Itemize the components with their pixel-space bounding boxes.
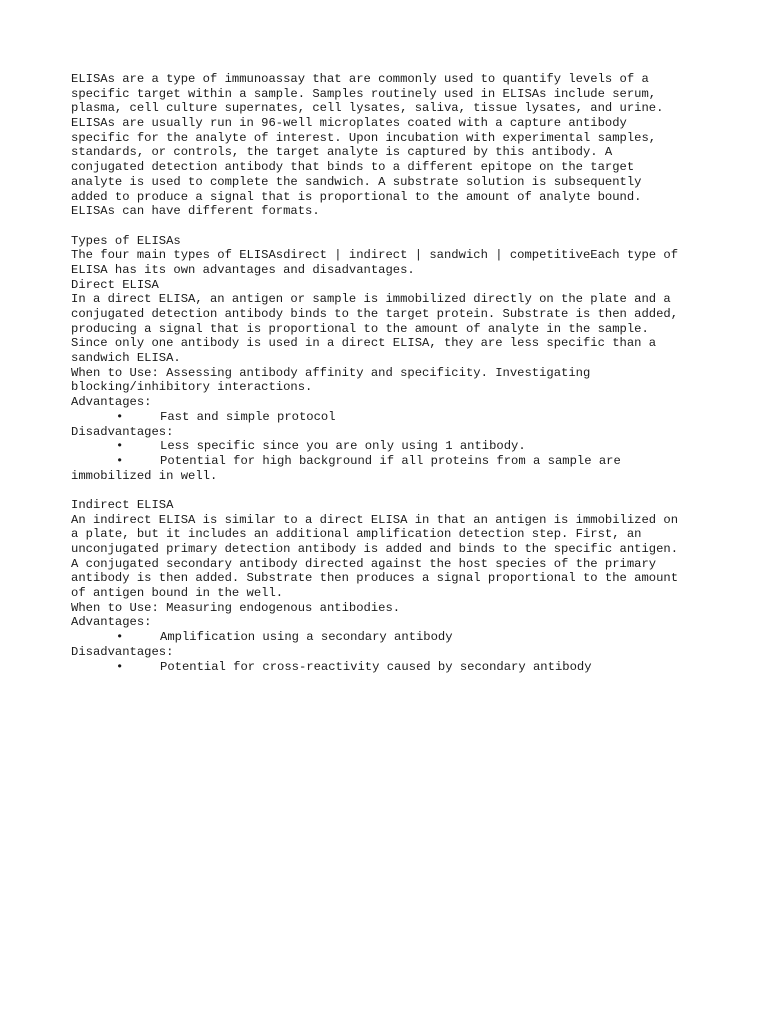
direct-line: sandwich ELISA. xyxy=(71,351,181,366)
intro-line: conjugated detection antibody that binds to a different epitope on the target xyxy=(71,160,635,175)
direct-when-to-use: blocking/inhibitory interactions. xyxy=(71,380,313,395)
intro-line: added to produce a signal that is proportional to the amount of analyte bound. xyxy=(71,189,642,204)
indirect-line: An indirect ELISA is similar to a direct ELISA in that an antigen is immobilized on xyxy=(71,512,679,527)
direct-disadvantages-label: Disadvantages: xyxy=(71,424,174,439)
intro-line: standards, or controls, the target analyte is captured by this antibody. A xyxy=(71,145,613,160)
list-item xyxy=(71,439,711,454)
indirect-disadvantages-label: Disadvantages: xyxy=(71,644,174,659)
indirect-advantages-label: Advantages: xyxy=(71,615,152,630)
intro-line: ELISAs can have different formats. xyxy=(71,204,320,219)
list-item-text: Less specific since you are only using 1 antibody. xyxy=(160,439,526,454)
types-heading: Types of ELISAs xyxy=(71,233,181,248)
list-item xyxy=(71,660,711,675)
indirect-heading: Indirect ELISA xyxy=(71,497,174,512)
direct-line: Since only one antibody is used in a direct ELISA, they are less specific than a xyxy=(71,336,657,351)
types-line: ELISA has its own advantages and disadvantages. xyxy=(71,262,415,277)
direct-line: producing a signal that is proportional to the amount of analyte in the sample. xyxy=(71,321,649,336)
intro-paragraph xyxy=(71,72,711,219)
intro-line: ELISAs are a type of immunoassay that are commonly used to quantify levels of a xyxy=(71,72,649,86)
spacer xyxy=(71,219,711,234)
spacer xyxy=(71,483,711,498)
bullet-icon: • xyxy=(116,409,124,424)
direct-line: In a direct ELISA, an antigen or sample is immobilized directly on the plate and a xyxy=(71,292,671,307)
bullet-icon: • xyxy=(116,453,124,468)
intro-line: ELISAs are usually run in 96-well microplates coated with a capture antibody xyxy=(71,116,627,131)
indirect-line: a plate, but it includes an additional amplification detection step. First, an xyxy=(71,527,642,542)
intro-line: analyte is used to complete the sandwich. A substrate solution is subsequently xyxy=(71,174,642,189)
intro-line: plasma, cell culture supernates, cell lysates, saliva, tissue lysates, and urine. xyxy=(71,101,664,116)
list-item xyxy=(71,454,711,469)
direct-heading: Direct ELISA xyxy=(71,277,159,292)
list-item-text: Potential for cross-reactivity caused by secondary antibody xyxy=(160,659,592,674)
types-line: The four main types of ELISAsdirect | indirect | sandwich | competitiveEach type of xyxy=(71,248,679,263)
document-body xyxy=(71,72,711,674)
indirect-line: of antigen bound in the well. xyxy=(71,586,284,601)
list-item xyxy=(71,410,711,425)
indirect-line: antibody is then added. Substrate then produces a signal proportional to the amount xyxy=(71,571,679,586)
list-item xyxy=(71,630,711,645)
indirect-line: unconjugated primary detection antibody is added and binds to the specific antigen. xyxy=(71,542,679,556)
intro-line: specific for the analyte of interest. Upon incubation with experimental samples, xyxy=(71,130,657,145)
bullet-icon: • xyxy=(116,659,124,674)
indirect-line: A conjugated secondary antibody directed against the host species of the primary xyxy=(71,556,657,571)
indirect-when-to-use: When to Use: Measuring endogenous antibodies. xyxy=(71,600,401,615)
direct-line: conjugated detection antibody binds to the target protein. Substrate is then added, xyxy=(71,307,679,321)
list-item-text: Potential for high background if all proteins from a sample are xyxy=(160,453,621,468)
list-item-text: Fast and simple protocol xyxy=(160,409,336,424)
direct-advantages-label: Advantages: xyxy=(71,395,152,410)
bullet-icon: • xyxy=(116,630,124,645)
intro-line: specific target within a sample. Samples routinely used in ELISAs include serum, xyxy=(71,86,657,101)
direct-when-to-use: When to Use: Assessing antibody affinity and specificity. Investigating xyxy=(71,365,591,380)
bullet-icon: • xyxy=(116,439,124,454)
list-item-continuation: immobilized in well. xyxy=(71,468,218,483)
list-item-text: Amplification using a secondary antibody xyxy=(160,630,453,645)
